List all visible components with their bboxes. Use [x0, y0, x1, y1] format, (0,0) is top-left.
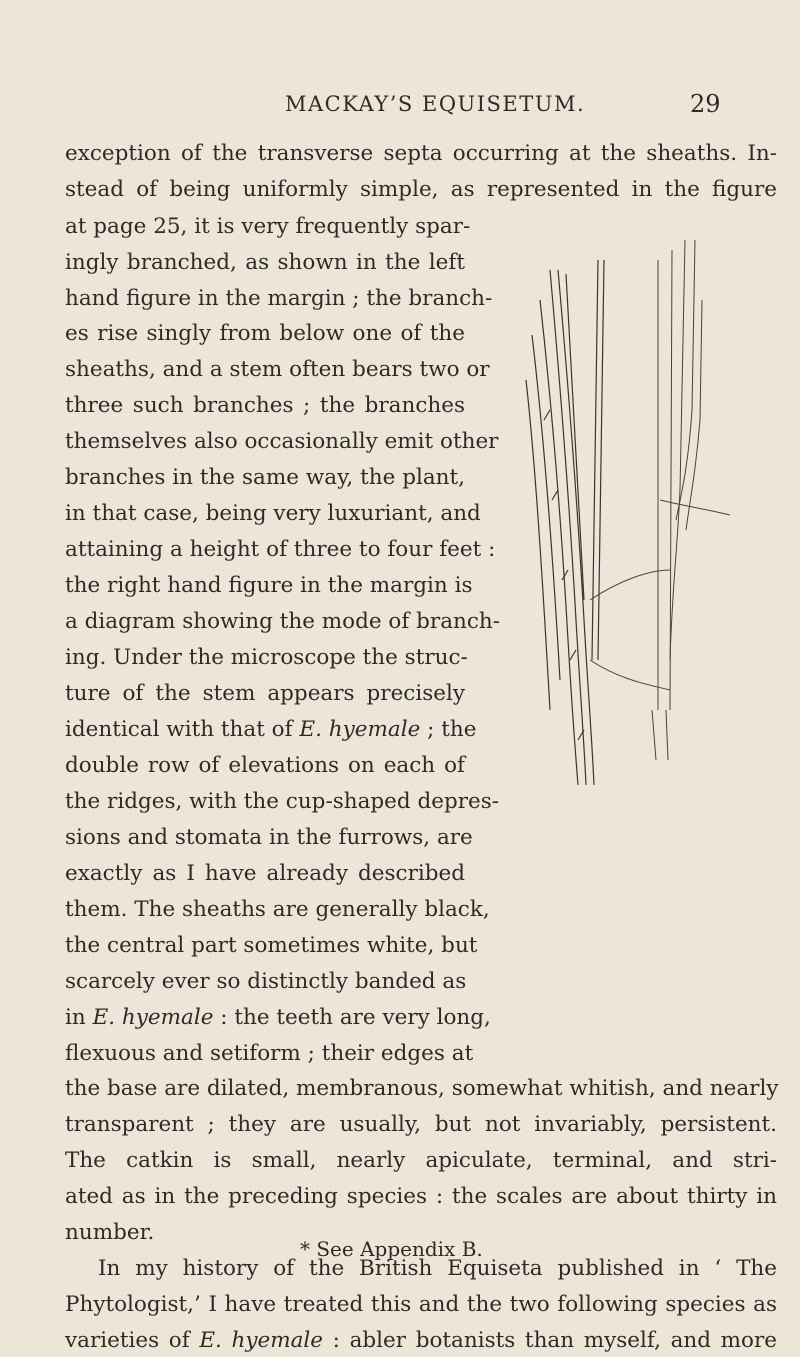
text-line: Phytologist,’ I have treated this and the two following species as [65, 1292, 777, 1317]
text-line: hand figure in the margin ; the branch- [65, 286, 493, 311]
running-head [0, 92, 800, 124]
text-line: at page 25, it is very frequently spar- [65, 214, 471, 239]
text-line: in that case, being very luxuriant, and [65, 501, 481, 526]
text-line: themselves also occasionally emit other [65, 429, 499, 454]
text-line: a diagram showing the mode of branch- [65, 609, 501, 634]
text-line: number. [65, 1220, 155, 1245]
text-line: the base are dilated, membranous, somewhat whitish, and nearly [65, 1076, 779, 1101]
text-line: ture of the stem appears precisely [65, 681, 465, 706]
text-line: double row of elevations on each of [65, 753, 465, 778]
text-line: scarcely ever so distinctly banded as [65, 969, 467, 994]
text-line: es rise singly from below one of the [65, 321, 465, 346]
text-line: varieties of E. hyemale : abler botanists than myself, and more [65, 1328, 777, 1353]
text-line: ingly branched, as shown in the left [65, 250, 465, 275]
text-line: sions and stomata in the furrows, are [65, 825, 473, 850]
text-line: ated as in the preceding species : the scales are about thirty in [65, 1184, 777, 1209]
footnote: * See Appendix B. [300, 1237, 483, 1261]
left-stem-figure [526, 260, 604, 785]
text-line: exception of the transverse septa occurring at the sheaths. In- [65, 141, 777, 166]
equisetum-branching-illustration [480, 240, 730, 800]
text-line: them. The sheaths are generally black, [65, 897, 490, 922]
text-line: the central part sometimes white, but [65, 933, 478, 958]
page-number: 29 [690, 90, 721, 118]
text-line: branches in the same way, the plant, [65, 465, 465, 490]
text-line: the ridges, with the cup-shaped depres- [65, 789, 500, 814]
text-line: stead of being uniformly simple, as represented in the figure [65, 177, 777, 202]
text-line: ing. Under the microscope the struc- [65, 645, 468, 670]
text-line: exactly as I have already described [65, 861, 465, 886]
text-line: the right hand figure in the margin is [65, 573, 473, 598]
text-line: In my history of the British Equiseta published in ‘ The [98, 1256, 777, 1281]
text-line: flexuous and setiform ; their edges at [65, 1041, 474, 1066]
text-line: transparent ; they are usually, but not invariably, persistent. [65, 1112, 777, 1137]
right-diagram-figure [590, 240, 730, 760]
text-line: sheaths, and a stem often bears two or [65, 357, 490, 382]
running-title: MACKAY’S EQUISETUM. [285, 92, 586, 116]
text-line: three such branches ; the branches [65, 393, 465, 418]
text-line: The catkin is small, nearly apiculate, terminal, and stri- [65, 1148, 777, 1173]
text-line: in E. hyemale : the teeth are very long, [65, 1005, 491, 1030]
text-line: identical with that of E. hyemale ; the [65, 717, 477, 742]
text-line: attaining a height of three to four feet : [65, 537, 496, 562]
